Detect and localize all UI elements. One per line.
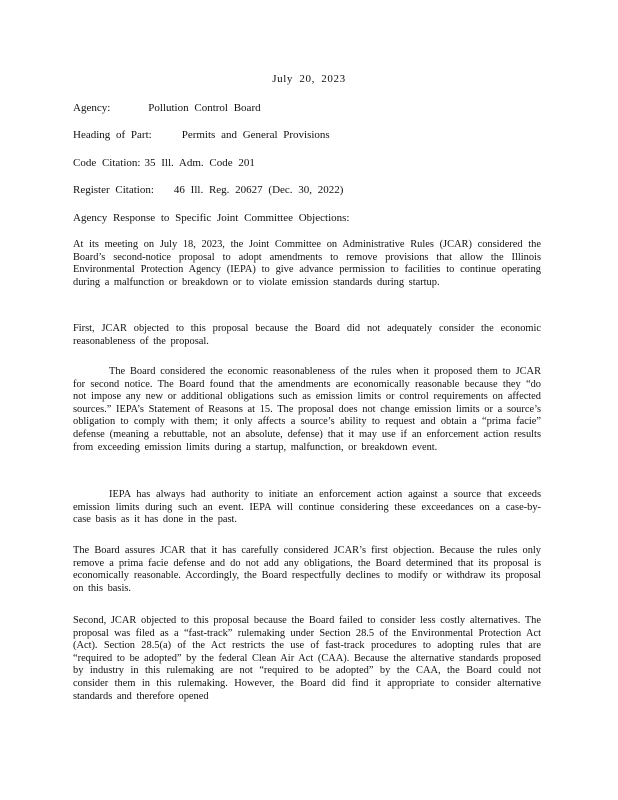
code-citation-label: Code Citation: (73, 157, 141, 169)
agency-field (73, 102, 261, 114)
response-heading: Agency Response to Specific Joint Committee Objections: (73, 212, 350, 224)
heading-of-part-field (73, 129, 330, 141)
paragraph-meeting: At its meeting on July 18, 2023, the Joint Committee on Administrative Rules (JCAR) considered the Board’s second-notice proposal to adopt amendments to remove provisions that allow the Illinois Environmental Protection Agency (IEPA) to give advance permission to facilities to continue operating during a malfunction or breakdown or to violate emission standards during startup. (73, 239, 541, 288)
register-citation-value: 46 Ill. Reg. 20627 (Dec. 30, 2022) (173, 184, 344, 196)
register-citation-field (73, 184, 343, 196)
heading-of-part-label: Heading of Part: (73, 129, 152, 141)
paragraph-iepa-authority: IEPA has always had authority to initiate an enforcement action against a source that exceeds emission limits during such an event. IEPA will continue considering these exceedances on a case-by-case basis as it has done in the past. (73, 489, 541, 526)
agency-value: Pollution Control Board (148, 102, 261, 114)
paragraph-board-assures: The Board assures JCAR that it has carefully considered JCAR’s first objection. Because the rules only remove a prima facie defense and do not add any obligations, the Board determined that its proposal is economically reasonable. Accordingly, the Board respectfully declines to modify or withdraw its proposal on this basis. (73, 545, 541, 594)
register-citation-label: Register Citation: (73, 184, 154, 196)
paragraph-second-objection: Second, JCAR objected to this proposal because the Board failed to consider less costly alternatives. The proposal was filed as a “fast-track” rulemaking under Section 28.5 of the Environmental Protection Act (Act). Section 28.5(a) of the Act restricts the use of fast-track procedures to adopting rules that are “required to be adopted” by the federal Clean Air Act (CAA). Because the alternative standards proposed by industry in this rulemaking are not “required to be adopted” by the CAA, the Board could not consider them in this rulemaking. However, the Board did find it appropriate to consider alternative standards and therefore opened (73, 615, 541, 702)
code-citation-field (73, 157, 255, 169)
code-citation-value: 35 Ill. Adm. Code 201 (144, 157, 255, 169)
paragraph-economic-reasonableness: The Board considered the economic reasonableness of the rules when it proposed them to JCAR for second notice. The Board found that the amendments are economically reasonable because they “do not impose any new or additional obligations such as emission limits or control requirements on affected sources.” IEPA’s Statement of Reasons at 15. The proposal does not change emission limits or a source’s obligation to comply with them; it only affects a source’s ability to request and obtain a “prima facie” defense (meaning a rebuttable, not an absolute, defense) that it may use if an enforcement action results from exceeding emission limits during a startup, malfunction, or breakdown event. (73, 366, 541, 453)
document-date: July 20, 2023 (272, 73, 346, 85)
paragraph-first-objection: First, JCAR objected to this proposal because the Board did not adequately consider the economic reasonableness of the proposal. (73, 323, 541, 347)
agency-label: Agency: (73, 102, 111, 114)
heading-of-part-value: Permits and General Provisions (181, 129, 330, 141)
